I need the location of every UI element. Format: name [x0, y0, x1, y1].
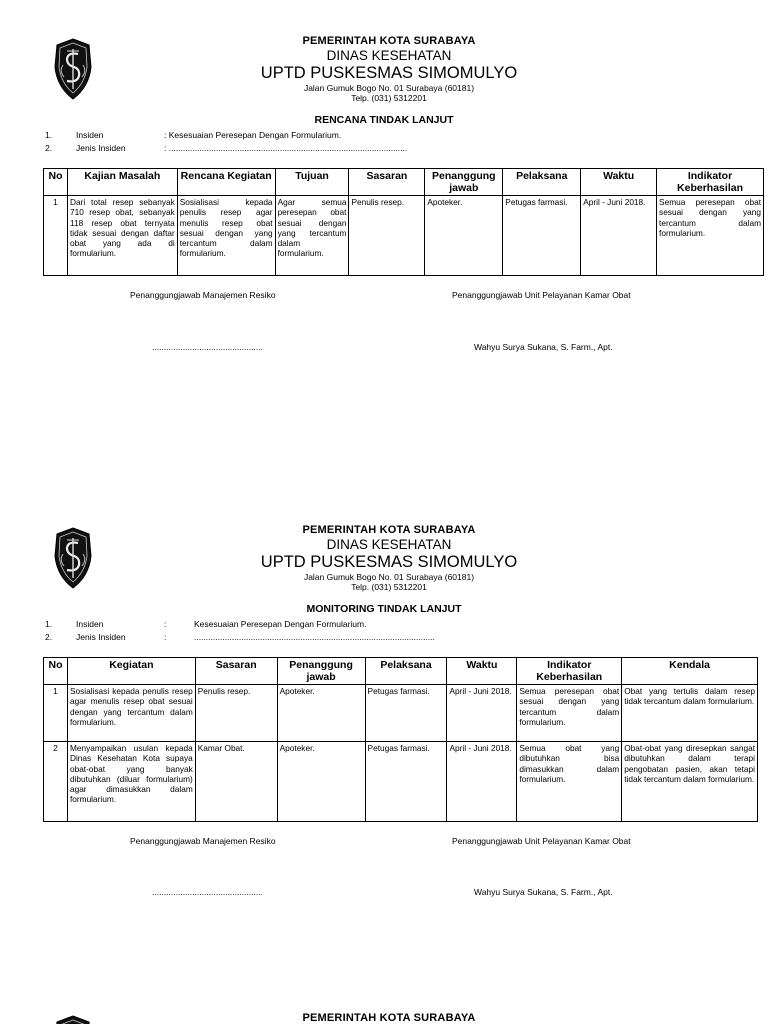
letterhead-unit: UPTD PUSKESMAS SIMOMULYO — [260, 64, 518, 82]
letterhead-government: PEMERINTAH KOTA SURABAYA — [302, 524, 476, 536]
column-header: Waktu — [447, 658, 517, 685]
cell-indikator: Semua peresepan obat sesuai dengan yang tercantum dalam formularium. — [517, 685, 622, 742]
incident-type-number: 2. — [45, 143, 53, 153]
incident-label: Insiden — [76, 130, 104, 140]
letterhead-phone: Telp. (031) 5312201 — [351, 93, 427, 103]
column-header: Sasaran — [195, 658, 277, 685]
cell-sasaran: Penulis resep. — [195, 685, 277, 742]
table-row — [44, 742, 758, 822]
column-header: Rencana Kegiatan — [177, 169, 275, 196]
cell-sasaran: Penulis resep. — [349, 196, 425, 276]
row-number: 1 — [44, 196, 68, 276]
cell-waktu: April - Juni 2018. — [447, 685, 517, 742]
column-header: Penanggung jawab — [277, 658, 365, 685]
column-header: Kendala — [622, 658, 758, 685]
letterhead-government: PEMERINTAH KOTA SURABAYA — [302, 35, 476, 47]
incident-value: Kesesuaian Peresepan Dengan Formularium. — [194, 619, 367, 629]
signature-name-right: Wahyu Surya Sukana, S. Farm., Apt. — [474, 887, 613, 897]
cell-indikator: Semua peresepan obat sesuai dengan yang tercantum dalam formularium. — [657, 196, 764, 276]
letterhead-address: Jalan Gumuk Bogo No. 01 Surabaya (60181) — [303, 83, 475, 93]
signature-name-right: Wahyu Surya Sukana, S. Farm., Apt. — [474, 342, 613, 352]
incident-type-value: ...................................................................................................... — [194, 632, 435, 642]
column-header: Penanggung jawab — [425, 169, 503, 196]
document-title: MONITORING TINDAK LANJUT — [306, 603, 462, 615]
table-header-row — [44, 658, 758, 685]
cell-kajian-masalah: Dari total resep sebanyak 710 resep obat, sebanyak 118 resep obat ternyata tidak sesuai dengan daftar obat yang ada di formularium. — [67, 196, 177, 276]
incident-info — [45, 618, 545, 644]
signature-title-right: Penanggungjawab Unit Pelayanan Kamar Obat — [452, 836, 631, 846]
incident-type-value: : ..................................................................................................... — [164, 143, 408, 153]
letterhead-unit: UPTD PUSKESMAS SIMOMULYO — [260, 553, 518, 571]
letterhead — [0, 1012, 768, 1024]
incident-type-label: Jenis Insiden — [76, 632, 126, 642]
column-header: Indikator Keberhasilan — [517, 658, 622, 685]
signature-title-left: Penanggungjawab Manajemen Resiko — [130, 290, 276, 300]
column-header: Pelaksana — [503, 169, 581, 196]
letterhead-department: DINAS KESEHATAN — [326, 48, 452, 63]
cell-pelaksana: Petugas farmasi. — [365, 742, 447, 822]
letterhead — [0, 524, 768, 592]
cell-kendala: Obat yang tertulis dalam resep tidak tercantum dalam formularium. — [622, 685, 758, 742]
cell-kendala: Obat-obat yang diresepkan sangat dibutuhkan dalam terapi pengobatan pasien, akan tetapi tidak tercantum dalam formularium. — [622, 742, 758, 822]
letterhead-phone: Telp. (031) 5312201 — [351, 582, 427, 592]
signature-title-left: Penanggungjawab Manajemen Resiko — [130, 836, 276, 846]
letterhead-department: DINAS KESEHATAN — [326, 537, 452, 552]
cell-penanggung-jawab: Apoteker. — [277, 742, 365, 822]
incident-value: : Kesesuaian Peresepan Dengan Formularium. — [164, 130, 342, 140]
column-header: No — [44, 169, 68, 196]
incident-number: 1. — [45, 619, 53, 629]
column-header: Pelaksana — [365, 658, 447, 685]
incident-row — [45, 618, 545, 631]
incident-colon: : — [164, 619, 167, 629]
incident-type-number: 2. — [45, 632, 53, 642]
column-header: Kegiatan — [67, 658, 195, 685]
row-number: 1 — [44, 685, 68, 742]
cell-penanggung-jawab: Apoteker. — [425, 196, 503, 276]
column-header: Tujuan — [275, 169, 349, 196]
column-header: Waktu — [581, 169, 657, 196]
cell-kegiatan: Menyampaikan usulan kepada Dinas Kesehatan Kota supaya obat-obat yang banyak dibutuhkan (diluar formularium) agar dimasukkan dalam formularium. — [67, 742, 195, 822]
document-title: RENCANA TINDAK LANJUT — [314, 114, 454, 126]
signature-name-left: ............................................... — [152, 342, 263, 352]
cell-waktu: April - Juni 2018. — [581, 196, 657, 276]
letterhead-address: Jalan Gumuk Bogo No. 01 Surabaya (60181) — [303, 572, 475, 582]
cell-sasaran: Kamar Obat. — [195, 742, 277, 822]
incident-number: 1. — [45, 130, 53, 140]
incident-type-label: Jenis Insiden — [76, 143, 126, 153]
letterhead-government: PEMERINTAH KOTA SURABAYA — [302, 1012, 476, 1024]
cell-pelaksana: Petugas farmasi. — [365, 685, 447, 742]
table-row — [44, 685, 758, 742]
cell-tujuan: Agar semua peresepan obat sesuai dengan yang tercantum dalam formularium. — [275, 196, 349, 276]
incident-type-row — [45, 631, 545, 644]
column-header: No — [44, 658, 68, 685]
column-header: Indikator Keberhasilan — [657, 169, 764, 196]
signature-title-right: Penanggungjawab Unit Pelayanan Kamar Obat — [452, 290, 631, 300]
row-number: 2 — [44, 742, 68, 822]
cell-kegiatan: Sosialisasi kepada penulis resep agar menulis resep obat sesuai dengan yang tercantum dalam formularium. — [67, 685, 195, 742]
signature-name-left: ............................................... — [152, 887, 263, 897]
column-header: Kajian Masalah — [67, 169, 177, 196]
monitoring-table — [43, 657, 758, 822]
column-header: Sasaran — [349, 169, 425, 196]
cell-waktu: April - Juni 2018. — [447, 742, 517, 822]
cell-pelaksana: Petugas farmasi. — [503, 196, 581, 276]
cell-indikator: Semua obat yang dibutuhkan bisa dimasukkan dalam formularium. — [517, 742, 622, 822]
cell-penanggung-jawab: Apoteker. — [277, 685, 365, 742]
incident-type-colon: : — [164, 632, 167, 642]
cell-rencana-kegiatan: Sosialisasi kepada penulis resep agar menulis resep obat sesuai dengan yang tercantum dalam formularium. — [177, 196, 275, 276]
incident-label: Insiden — [76, 619, 104, 629]
